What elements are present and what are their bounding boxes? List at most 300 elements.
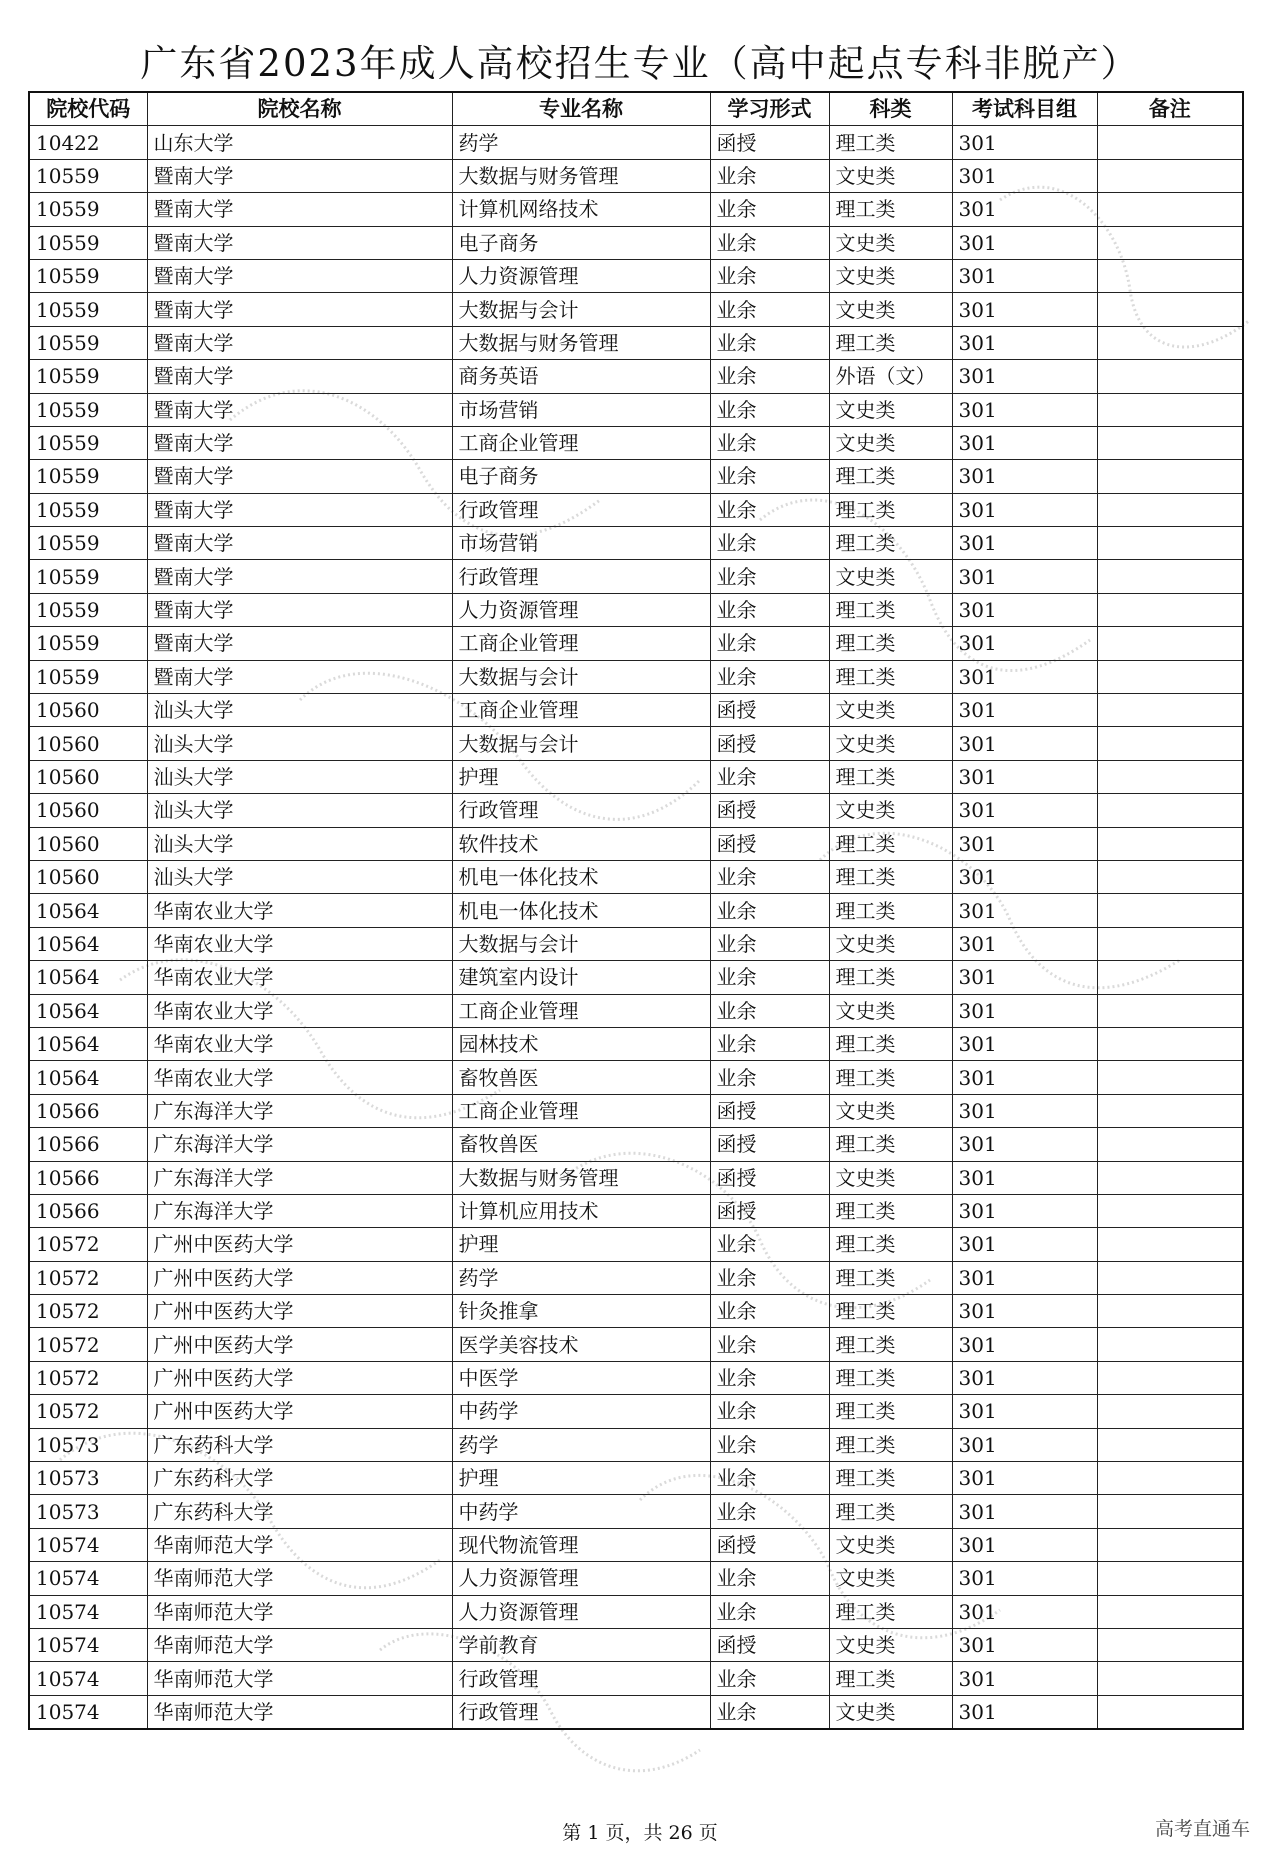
table-cell: 华南师范大学 [147, 1695, 452, 1729]
table-row [29, 1328, 1243, 1361]
table-cell [1097, 994, 1243, 1027]
table-cell: 文史类 [829, 159, 952, 192]
table-cell [1097, 1161, 1243, 1194]
table-cell: 301 [952, 259, 1097, 292]
table-cell: 301 [952, 326, 1097, 359]
table-cell: 10566 [29, 1094, 147, 1127]
table-cell: 医学美容技术 [452, 1328, 710, 1361]
column-header: 院校代码 [29, 92, 147, 126]
table-cell: 301 [952, 293, 1097, 326]
table-cell: 理工类 [829, 1595, 952, 1628]
table-cell: 华南农业大学 [147, 927, 452, 960]
table-cell: 畜牧兽医 [452, 1061, 710, 1094]
table-cell: 301 [952, 193, 1097, 226]
table-cell: 10559 [29, 493, 147, 526]
table-cell: 工商企业管理 [452, 426, 710, 459]
table-cell: 理工类 [829, 1128, 952, 1161]
table-row [29, 927, 1243, 960]
table-row [29, 1295, 1243, 1328]
table-cell: 外语（文） [829, 360, 952, 393]
table-cell: 汕头大学 [147, 760, 452, 793]
table-row [29, 1662, 1243, 1695]
table-cell: 计算机应用技术 [452, 1194, 710, 1227]
table-cell: 文史类 [829, 393, 952, 426]
table-cell: 10564 [29, 994, 147, 1027]
table-cell: 广州中医药大学 [147, 1395, 452, 1428]
table-cell: 广东药科大学 [147, 1428, 452, 1461]
table-cell [1097, 1194, 1243, 1227]
table-cell [1097, 426, 1243, 459]
table-cell: 业余 [710, 994, 829, 1027]
table-cell: 理工类 [829, 326, 952, 359]
table-cell: 大数据与会计 [452, 727, 710, 760]
table-cell: 301 [952, 694, 1097, 727]
table-cell: 文史类 [829, 426, 952, 459]
table-cell: 华南师范大学 [147, 1628, 452, 1661]
table-cell: 业余 [710, 326, 829, 359]
table-cell: 业余 [710, 159, 829, 192]
table-cell [1097, 694, 1243, 727]
table-cell: 行政管理 [452, 493, 710, 526]
table-cell: 301 [952, 159, 1097, 192]
table-cell: 10559 [29, 393, 147, 426]
table-cell: 301 [952, 1628, 1097, 1661]
table-cell: 10559 [29, 360, 147, 393]
table-row [29, 1361, 1243, 1394]
table-cell [1097, 1562, 1243, 1595]
table-cell: 301 [952, 927, 1097, 960]
table-row [29, 627, 1243, 660]
table-cell: 暨南大学 [147, 159, 452, 192]
table-cell: 函授 [710, 1528, 829, 1561]
table-row [29, 293, 1243, 326]
table-cell: 301 [952, 1328, 1097, 1361]
table-cell: 业余 [710, 927, 829, 960]
table-cell [1097, 627, 1243, 660]
table-cell: 301 [952, 226, 1097, 259]
table-cell: 301 [952, 1395, 1097, 1428]
table-cell [1097, 1428, 1243, 1461]
table-cell: 暨南大学 [147, 326, 452, 359]
table-cell: 301 [952, 860, 1097, 893]
table-cell: 机电一体化技术 [452, 860, 710, 893]
table-cell: 中医学 [452, 1361, 710, 1394]
table-cell: 10560 [29, 794, 147, 827]
table-cell: 业余 [710, 660, 829, 693]
table-cell: 暨南大学 [147, 560, 452, 593]
table-cell: 301 [952, 961, 1097, 994]
table-cell [1097, 159, 1243, 192]
table-cell: 文史类 [829, 694, 952, 727]
table-cell: 301 [952, 827, 1097, 860]
table-cell: 软件技术 [452, 827, 710, 860]
table-row [29, 1128, 1243, 1161]
table-cell: 暨南大学 [147, 360, 452, 393]
table-cell: 中药学 [452, 1395, 710, 1428]
table-cell: 10572 [29, 1261, 147, 1294]
table-row [29, 1061, 1243, 1094]
table-cell: 建筑室内设计 [452, 961, 710, 994]
table-cell: 理工类 [829, 1395, 952, 1428]
table-cell: 函授 [710, 126, 829, 159]
table-cell: 理工类 [829, 593, 952, 626]
table-cell: 10559 [29, 527, 147, 560]
table-cell: 10573 [29, 1428, 147, 1461]
table-cell: 广州中医药大学 [147, 1361, 452, 1394]
table-cell: 301 [952, 1695, 1097, 1729]
table-cell: 301 [952, 760, 1097, 793]
table-row [29, 660, 1243, 693]
table-cell: 10559 [29, 193, 147, 226]
table-cell: 大数据与会计 [452, 293, 710, 326]
table-cell: 业余 [710, 860, 829, 893]
table-cell: 业余 [710, 1662, 829, 1695]
table-cell [1097, 560, 1243, 593]
table-cell: 10574 [29, 1595, 147, 1628]
table-row [29, 493, 1243, 526]
table-cell: 10560 [29, 827, 147, 860]
table-cell: 10559 [29, 326, 147, 359]
table-cell: 护理 [452, 1228, 710, 1261]
table-cell: 10564 [29, 1061, 147, 1094]
table-cell [1097, 1361, 1243, 1394]
table-cell: 301 [952, 894, 1097, 927]
table-cell [1097, 527, 1243, 560]
table-cell [1097, 1027, 1243, 1060]
table-cell: 理工类 [829, 894, 952, 927]
table-cell [1097, 1628, 1243, 1661]
table-cell: 10559 [29, 660, 147, 693]
table-cell: 暨南大学 [147, 593, 452, 626]
table-cell: 文史类 [829, 1562, 952, 1595]
table-cell: 电子商务 [452, 460, 710, 493]
table-cell: 业余 [710, 460, 829, 493]
table-cell: 暨南大学 [147, 393, 452, 426]
table-cell: 业余 [710, 493, 829, 526]
table-cell [1097, 460, 1243, 493]
table-cell: 大数据与财务管理 [452, 159, 710, 192]
table-cell [1097, 226, 1243, 259]
table-cell: 理工类 [829, 1027, 952, 1060]
table-cell: 文史类 [829, 1628, 952, 1661]
table-header-row [29, 92, 1243, 126]
table-cell: 电子商务 [452, 226, 710, 259]
table-cell: 文史类 [829, 560, 952, 593]
table-cell: 业余 [710, 894, 829, 927]
table-cell: 10559 [29, 293, 147, 326]
table-cell: 理工类 [829, 1295, 952, 1328]
table-cell: 理工类 [829, 1261, 952, 1294]
table-cell: 301 [952, 1094, 1097, 1127]
table-cell: 10566 [29, 1194, 147, 1227]
table-row [29, 1562, 1243, 1595]
table-cell: 人力资源管理 [452, 593, 710, 626]
table-cell: 暨南大学 [147, 493, 452, 526]
table-cell: 301 [952, 1662, 1097, 1695]
table-cell [1097, 1528, 1243, 1561]
column-header: 专业名称 [452, 92, 710, 126]
table-cell [1097, 1295, 1243, 1328]
table-cell [1097, 393, 1243, 426]
table-cell: 广州中医药大学 [147, 1261, 452, 1294]
table-cell: 针灸推拿 [452, 1295, 710, 1328]
table-row [29, 1628, 1243, 1661]
table-cell [1097, 326, 1243, 359]
table-cell: 广州中医药大学 [147, 1295, 452, 1328]
table-cell: 10572 [29, 1328, 147, 1361]
table-cell [1097, 1395, 1243, 1428]
table-cell: 10573 [29, 1462, 147, 1495]
table-cell: 文史类 [829, 1528, 952, 1561]
table-cell: 行政管理 [452, 560, 710, 593]
table-cell: 301 [952, 627, 1097, 660]
table-cell: 理工类 [829, 1495, 952, 1528]
table-cell: 301 [952, 1595, 1097, 1628]
table-row [29, 961, 1243, 994]
table-cell: 暨南大学 [147, 259, 452, 292]
table-cell: 理工类 [829, 760, 952, 793]
table-cell: 广东海洋大学 [147, 1094, 452, 1127]
table-cell: 业余 [710, 226, 829, 259]
table-cell: 10572 [29, 1361, 147, 1394]
table-cell: 护理 [452, 1462, 710, 1495]
table-cell: 理工类 [829, 1662, 952, 1695]
table-cell: 理工类 [829, 126, 952, 159]
table-row [29, 1595, 1243, 1628]
table-cell: 市场营销 [452, 527, 710, 560]
table-cell: 华南师范大学 [147, 1528, 452, 1561]
table-cell: 业余 [710, 1361, 829, 1394]
table-row [29, 827, 1243, 860]
table-cell: 10559 [29, 460, 147, 493]
table-row [29, 994, 1243, 1027]
table-cell [1097, 1061, 1243, 1094]
table-cell: 理工类 [829, 193, 952, 226]
table-cell: 业余 [710, 293, 829, 326]
table-row [29, 593, 1243, 626]
table-cell: 文史类 [829, 293, 952, 326]
table-cell [1097, 1328, 1243, 1361]
table-cell: 华南师范大学 [147, 1562, 452, 1595]
column-header: 科类 [829, 92, 952, 126]
table-cell: 业余 [710, 593, 829, 626]
table-cell: 人力资源管理 [452, 1595, 710, 1628]
table-cell: 汕头大学 [147, 694, 452, 727]
table-cell [1097, 193, 1243, 226]
table-cell: 理工类 [829, 1194, 952, 1227]
table-cell: 301 [952, 1428, 1097, 1461]
table-cell: 10559 [29, 226, 147, 259]
column-header: 学习形式 [710, 92, 829, 126]
table-cell: 人力资源管理 [452, 259, 710, 292]
table-cell: 现代物流管理 [452, 1528, 710, 1561]
table-cell: 文史类 [829, 226, 952, 259]
table-cell: 10572 [29, 1395, 147, 1428]
column-header: 院校名称 [147, 92, 452, 126]
table-cell: 10574 [29, 1528, 147, 1561]
table-cell: 业余 [710, 1428, 829, 1461]
table-cell [1097, 1094, 1243, 1127]
table-cell: 文史类 [829, 994, 952, 1027]
table-cell: 工商企业管理 [452, 1094, 710, 1127]
table-cell: 301 [952, 1361, 1097, 1394]
table-cell: 文史类 [829, 259, 952, 292]
table-cell: 暨南大学 [147, 226, 452, 259]
table-cell: 暨南大学 [147, 193, 452, 226]
table-row [29, 1462, 1243, 1495]
table-cell: 广东海洋大学 [147, 1194, 452, 1227]
table-cell [1097, 760, 1243, 793]
table-cell: 10574 [29, 1628, 147, 1661]
table-cell: 理工类 [829, 1061, 952, 1094]
table-row [29, 894, 1243, 927]
table-cell: 10559 [29, 560, 147, 593]
table-row [29, 1528, 1243, 1561]
table-cell: 10559 [29, 593, 147, 626]
table-cell [1097, 1595, 1243, 1628]
table-cell: 理工类 [829, 860, 952, 893]
table-cell: 10564 [29, 1027, 147, 1060]
table-cell: 301 [952, 527, 1097, 560]
table-cell: 文史类 [829, 794, 952, 827]
table-cell: 大数据与会计 [452, 927, 710, 960]
table-cell: 函授 [710, 827, 829, 860]
column-header: 考试科目组 [952, 92, 1097, 126]
table-cell: 文史类 [829, 1094, 952, 1127]
table-row [29, 460, 1243, 493]
table-cell: 10559 [29, 259, 147, 292]
table-cell [1097, 259, 1243, 292]
table-cell [1097, 894, 1243, 927]
table-cell: 理工类 [829, 627, 952, 660]
table-cell [1097, 293, 1243, 326]
table-cell [1097, 126, 1243, 159]
table-cell: 301 [952, 727, 1097, 760]
table-row [29, 1027, 1243, 1060]
table-row [29, 1395, 1243, 1428]
table-cell: 行政管理 [452, 1662, 710, 1695]
table-cell: 华南农业大学 [147, 1061, 452, 1094]
table-cell: 10574 [29, 1662, 147, 1695]
table-cell: 301 [952, 1128, 1097, 1161]
page-number: 第 1 页，共 26 页 [562, 1822, 718, 1844]
table-row [29, 1194, 1243, 1227]
table-cell: 301 [952, 1462, 1097, 1495]
table-cell: 301 [952, 1295, 1097, 1328]
table-row [29, 193, 1243, 226]
table-cell: 理工类 [829, 493, 952, 526]
table-row [29, 360, 1243, 393]
table-cell: 业余 [710, 259, 829, 292]
table-cell: 业余 [710, 627, 829, 660]
table-cell: 业余 [710, 1295, 829, 1328]
table-cell: 药学 [452, 1261, 710, 1294]
table-cell: 行政管理 [452, 1695, 710, 1729]
table-cell: 业余 [710, 1495, 829, 1528]
table-cell [1097, 860, 1243, 893]
table-cell: 业余 [710, 426, 829, 459]
table-cell: 10560 [29, 760, 147, 793]
table-cell [1097, 794, 1243, 827]
table-row [29, 393, 1243, 426]
table-cell [1097, 360, 1243, 393]
table-cell [1097, 1261, 1243, 1294]
table-row [29, 159, 1243, 192]
table-cell: 业余 [710, 1228, 829, 1261]
table-cell: 暨南大学 [147, 627, 452, 660]
table-cell: 10559 [29, 159, 147, 192]
table-cell: 301 [952, 393, 1097, 426]
table-row [29, 794, 1243, 827]
table-cell: 工商企业管理 [452, 994, 710, 1027]
table-row [29, 259, 1243, 292]
table-cell: 华南农业大学 [147, 994, 452, 1027]
table-cell: 业余 [710, 1462, 829, 1495]
table-cell [1097, 1462, 1243, 1495]
table-cell: 行政管理 [452, 794, 710, 827]
table-cell: 301 [952, 1495, 1097, 1528]
table-cell: 301 [952, 1027, 1097, 1060]
table-cell: 理工类 [829, 1328, 952, 1361]
table-cell: 理工类 [829, 1428, 952, 1461]
table-cell: 汕头大学 [147, 860, 452, 893]
table-row [29, 1228, 1243, 1261]
table-cell: 函授 [710, 794, 829, 827]
table-cell: 301 [952, 360, 1097, 393]
table-cell: 大数据与财务管理 [452, 1161, 710, 1194]
table-cell: 华南农业大学 [147, 894, 452, 927]
table-cell: 文史类 [829, 1695, 952, 1729]
table-cell: 10560 [29, 727, 147, 760]
table-cell [1097, 1128, 1243, 1161]
table-cell: 学前教育 [452, 1628, 710, 1661]
table-cell: 汕头大学 [147, 827, 452, 860]
table-cell: 10566 [29, 1128, 147, 1161]
table-cell: 函授 [710, 1194, 829, 1227]
table-cell: 301 [952, 994, 1097, 1027]
table-cell: 药学 [452, 126, 710, 159]
table-cell: 工商企业管理 [452, 627, 710, 660]
table-cell: 机电一体化技术 [452, 894, 710, 927]
table-cell: 计算机网络技术 [452, 193, 710, 226]
table-cell [1097, 827, 1243, 860]
table-cell [1097, 660, 1243, 693]
table-cell: 10422 [29, 126, 147, 159]
table-row [29, 1495, 1243, 1528]
table-cell: 理工类 [829, 961, 952, 994]
table-cell: 301 [952, 1228, 1097, 1261]
table-cell: 业余 [710, 193, 829, 226]
table-cell: 301 [952, 1061, 1097, 1094]
table-cell: 函授 [710, 1628, 829, 1661]
table-cell: 业余 [710, 961, 829, 994]
table-cell: 大数据与财务管理 [452, 326, 710, 359]
table-row [29, 1094, 1243, 1127]
table-cell: 广东海洋大学 [147, 1161, 452, 1194]
table-cell: 301 [952, 1261, 1097, 1294]
table-cell: 函授 [710, 727, 829, 760]
table-row [29, 1428, 1243, 1461]
table-cell [1097, 1228, 1243, 1261]
table-cell: 业余 [710, 1328, 829, 1361]
table-cell: 理工类 [829, 1361, 952, 1394]
table-cell: 10566 [29, 1161, 147, 1194]
table-cell: 畜牧兽医 [452, 1128, 710, 1161]
table-cell: 业余 [710, 1027, 829, 1060]
table-cell: 业余 [710, 1061, 829, 1094]
table-row [29, 1161, 1243, 1194]
table-cell: 10560 [29, 694, 147, 727]
